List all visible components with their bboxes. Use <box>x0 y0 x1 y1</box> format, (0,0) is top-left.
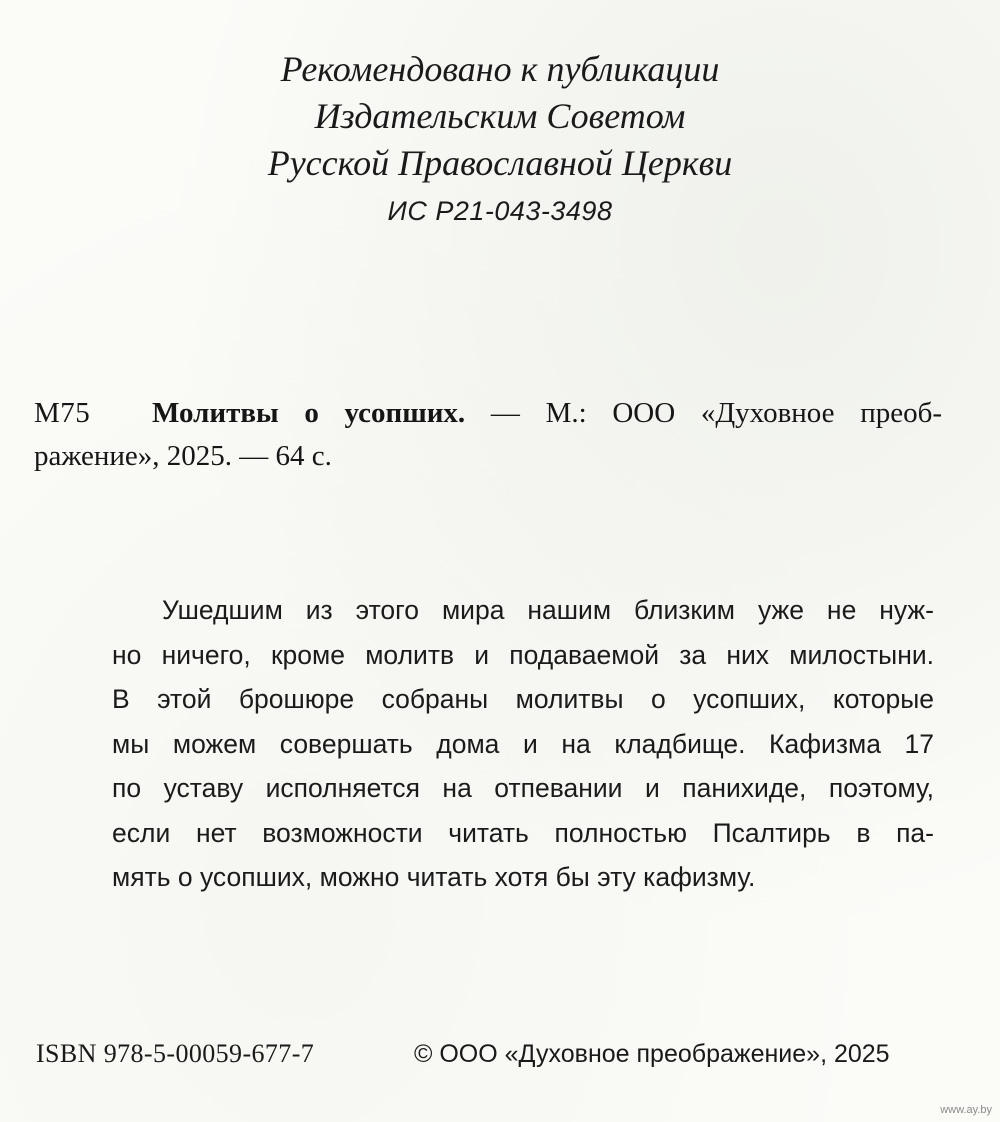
publication-approval-block <box>0 46 1000 231</box>
bibliographic-record <box>34 392 954 478</box>
annotation-line: если нет возможности читать полностью Псалтирь в па- <box>112 817 934 848</box>
annotation-line: по уставу исполняется на отпевании и панихиде, поэтому, <box>112 773 934 803</box>
book-title: Молитвы о усопших. <box>152 397 466 429</box>
approval-code: ИС Р21-043-3498 <box>387 196 613 226</box>
site-watermark: www.ay.by <box>940 1104 992 1116</box>
annotation-line: но ничего, кроме молитв и подаваемой за них милостыни. <box>112 639 934 670</box>
catalog-index: М75 <box>34 397 91 429</box>
annotation-line: В этой брошюре собраны молитвы о усопших, которые <box>112 684 934 714</box>
annotation-line: мять о усопших, можно читать хотя бы эту кафизму. <box>112 862 756 892</box>
publisher-fragment: — М.: ООО «Духовное преоб- <box>465 397 943 429</box>
copyright-notice: © ООО «Духовное преображение», 2025 <box>414 1040 890 1068</box>
approval-line-2: Издательским Советом <box>314 96 686 136</box>
bibliographic-row-2: ражение», 2025. — 64 с. <box>34 440 332 472</box>
approval-line-3: Русской Православной Церкви <box>267 143 733 183</box>
annotation-paragraph <box>112 588 934 900</box>
isbn-number: ISBN 978-5-00059-677-7 <box>36 1039 315 1068</box>
annotation-line: Ушедшим из этого мира нашим близким уже не нуж- <box>162 595 934 625</box>
bibliographic-line-1 <box>152 392 942 435</box>
approval-line-1: Рекомендовано к публикации <box>280 49 720 89</box>
bibliographic-row-1 <box>34 392 954 435</box>
annotation-line: мы можем совершать дома и на кладбище. Кафизма 17 <box>112 728 934 759</box>
